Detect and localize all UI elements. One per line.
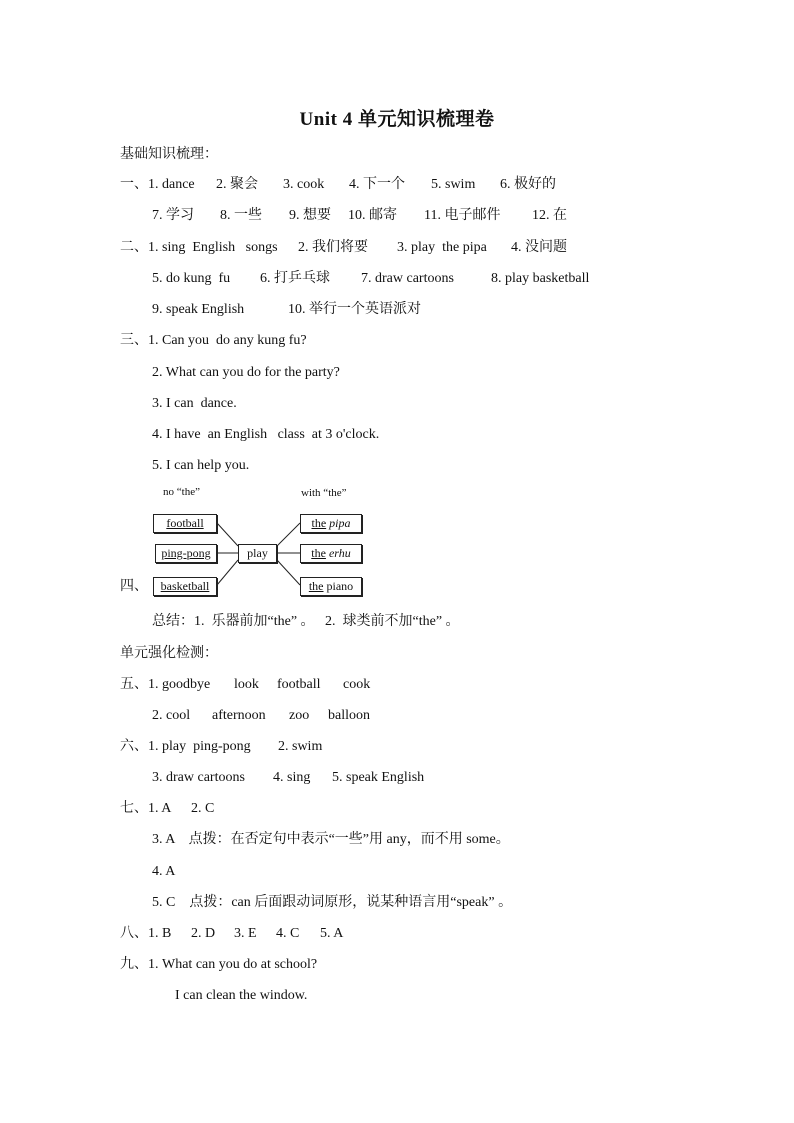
label-with-the: with “the” xyxy=(301,487,347,499)
q9-question: 1. What can you do at school? xyxy=(148,957,318,972)
q2-item: 10. 举行一个英语派对 xyxy=(288,302,421,317)
q5-item: 1. goodbye xyxy=(148,677,211,692)
q1-item: 10. 邮寄 xyxy=(348,208,397,223)
q6-item: 3. draw cartoons xyxy=(152,770,245,785)
q4-number: 四、 xyxy=(120,579,148,594)
box-ping-pong xyxy=(155,544,217,563)
q2-item: 1. sing English songs xyxy=(148,240,278,255)
q2-item: 5. do kung fu xyxy=(152,271,231,286)
q6-item: 5. speak English xyxy=(332,770,425,785)
q3-item: 2. What can you do for the party? xyxy=(152,365,340,380)
q5-item: football xyxy=(277,677,321,692)
play-article-diagram xyxy=(145,482,375,602)
q4-summary: 总结：1. 乐器前加“the” 。 2. 球类前不加“the” 。 xyxy=(152,614,460,629)
q6-number: 六、 xyxy=(120,739,148,754)
q1-row1 xyxy=(120,175,556,195)
q2-row2 xyxy=(152,269,589,289)
box-the-piano xyxy=(300,577,362,596)
q3-item: 4. I have an English class at 3 o'clock. xyxy=(152,427,380,442)
q8-item: 3. E xyxy=(234,926,257,941)
q5-item: cook xyxy=(343,677,371,692)
q5-item: balloon xyxy=(328,708,370,723)
q2-row1 xyxy=(120,238,567,258)
q5-row2 xyxy=(152,706,370,726)
q5-row1 xyxy=(120,675,370,695)
q8-item: 1. B xyxy=(148,926,172,941)
box-label: football xyxy=(166,516,204,530)
q1-item: 4. 下一个 xyxy=(349,177,405,192)
section-test-heading: 单元强化检测： xyxy=(120,646,218,661)
box-play xyxy=(238,544,277,563)
q7-item: 2. C xyxy=(191,801,215,816)
q5-number: 五、 xyxy=(120,677,148,692)
q8-item: 2. D xyxy=(191,926,216,941)
q5-item: afternoon xyxy=(212,708,266,723)
label-no-the: no “the” xyxy=(163,486,200,498)
q3-item: 1. Can you do any kung fu? xyxy=(148,333,307,348)
box-the-pipa xyxy=(300,514,362,533)
q8-number: 八、 xyxy=(120,926,148,941)
box-basketball xyxy=(153,577,217,596)
q7-row1 xyxy=(120,799,214,819)
q1-item: 12. 在 xyxy=(532,208,567,223)
q7-item-5: 5. C 点拨：can 后面跟动词原形，说某种语言用“speak” 。 xyxy=(152,895,513,910)
q3-item: 3. I can dance. xyxy=(152,396,237,411)
q9-number: 九、 xyxy=(120,957,148,972)
q8-row1 xyxy=(120,924,343,944)
q2-row3 xyxy=(152,300,421,320)
q5-item: zoo xyxy=(289,708,310,723)
box-label: play xyxy=(247,546,268,560)
q6-row2 xyxy=(152,768,424,788)
q3-row1 xyxy=(120,331,307,351)
instrument-word: piano xyxy=(326,579,354,593)
article-the: the xyxy=(308,579,324,593)
q7-item-4: 4. A xyxy=(152,864,176,879)
q2-item: 6. 打乒乓球 xyxy=(260,271,330,286)
q6-item: 4. sing xyxy=(273,770,311,785)
q8-item: 5. A xyxy=(320,926,344,941)
article-the: the xyxy=(311,546,326,560)
q1-item: 5. swim xyxy=(431,177,476,192)
q1-item: 9. 想要 xyxy=(289,208,331,223)
q2-item: 8. play basketball xyxy=(491,271,590,286)
box-football xyxy=(153,514,217,533)
box-label: basketball xyxy=(160,579,210,593)
section-basic-heading: 基础知识梳理： xyxy=(120,147,218,162)
q1-item: 11. 电子邮件 xyxy=(424,208,501,223)
box-the-erhu xyxy=(300,544,362,563)
q9-answer: I can clean the window. xyxy=(175,988,308,1003)
box-label: ping-pong xyxy=(161,546,211,560)
q6-item: 2. swim xyxy=(278,739,323,754)
q2-item: 3. play the pipa xyxy=(397,240,487,255)
q6-item: 1. play ping-pong xyxy=(148,739,251,754)
q6-row1 xyxy=(120,737,322,757)
q7-number: 七、 xyxy=(120,801,148,816)
page-title: Unit 4 单元知识梳理卷 xyxy=(299,109,495,130)
q8-item: 4. C xyxy=(276,926,300,941)
q2-number: 二、 xyxy=(120,240,148,255)
q1-item: 1. dance xyxy=(148,177,195,192)
q9-row1 xyxy=(120,955,317,975)
q1-item: 7. 学习 xyxy=(152,208,194,223)
q7-item-3: 3. A 点拨：在否定句中表示“一些”用 any，而不用 some。 xyxy=(152,832,510,847)
q5-item: look xyxy=(234,677,259,692)
instrument-word: pipa xyxy=(329,516,351,530)
q2-item: 2. 我们将要 xyxy=(298,240,368,255)
q3-number: 三、 xyxy=(120,333,148,348)
q2-item: 4. 没问题 xyxy=(511,240,567,255)
q1-item: 2. 聚会 xyxy=(216,177,258,192)
q1-item: 8. 一些 xyxy=(220,208,262,223)
instrument-word: erhu xyxy=(328,546,351,560)
q7-item: 1. A xyxy=(148,801,172,816)
q3-item: 5. I can help you. xyxy=(152,458,250,473)
q2-item: 9. speak English xyxy=(152,302,245,317)
article-the: the xyxy=(311,516,327,530)
q1-item: 3. cook xyxy=(283,177,325,192)
q1-number: 一、 xyxy=(120,177,148,192)
q1-item: 6. 极好的 xyxy=(500,177,556,192)
q2-item: 7. draw cartoons xyxy=(361,271,454,286)
q1-row2 xyxy=(152,206,567,226)
q5-item: 2. cool xyxy=(152,708,191,723)
